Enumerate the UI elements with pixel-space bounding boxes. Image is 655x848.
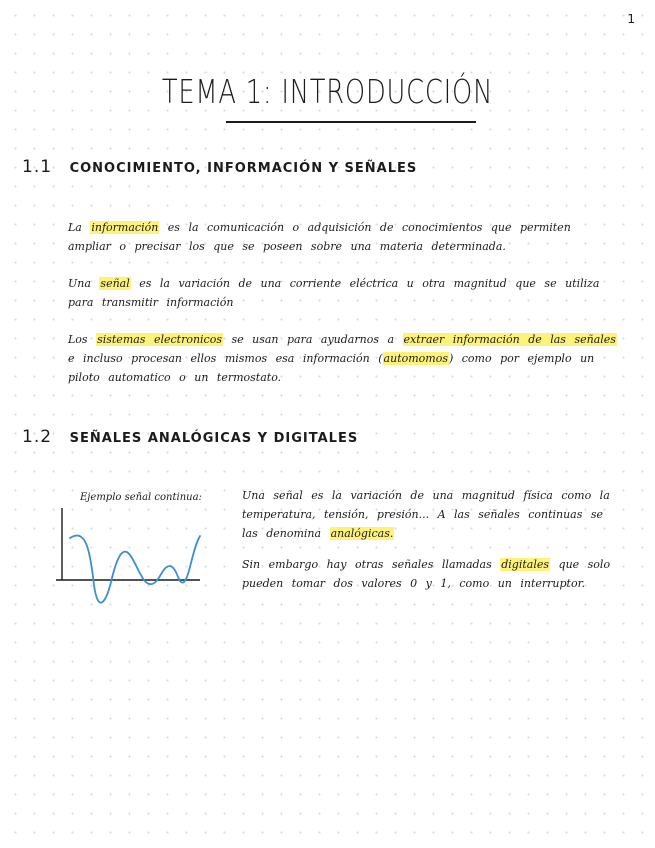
paragraph-text: se usan para ayudarnos a: [222, 333, 403, 346]
section-title: SEÑALES ANALÓGICAS Y DIGITALES: [69, 431, 359, 446]
title-underline: [226, 121, 476, 123]
paragraph-text: La: [68, 221, 91, 234]
paragraph-text: Sin embargo hay otras señales llamadas: [242, 558, 501, 571]
highlighted-term: extraer información de las señales: [403, 333, 616, 346]
paragraph-analogicas: [242, 486, 622, 543]
section-heading-1-2: [22, 427, 358, 447]
highlighted-term: señal: [100, 277, 130, 290]
paragraph-text: que solo pueden tomar dos valores 0 y 1, como un interruptor.: [242, 558, 611, 590]
paragraph-text: e incluso procesan ellos mismos esa información (: [68, 352, 383, 365]
highlighted-term: sistemas electronicos: [97, 333, 222, 346]
paragraph-informacion: [68, 218, 620, 256]
signal-wave: [70, 536, 200, 603]
section-1-2-body: [242, 486, 622, 605]
section-number: 1.1: [22, 157, 53, 177]
continuous-signal-sketch: [50, 500, 215, 620]
paragraph-text: es la comunicación o adquisición de conocimientos que permiten ampliar o precisar los que se poseen sobre una materia determinada.: [68, 221, 571, 253]
section-number: 1.2: [22, 427, 53, 447]
highlighted-term: digitales: [501, 558, 550, 571]
section-heading-1-1: [22, 157, 417, 177]
paragraph-digitales: [242, 555, 622, 593]
paragraph-text: es la variación de una corriente eléctrica u otra magnitud que se utiliza para transmitir información: [68, 277, 600, 309]
paragraph-text: Una: [68, 277, 100, 290]
section-1-1-body: [68, 218, 620, 405]
highlighted-term: analógicas.: [330, 527, 394, 540]
page-number: 1: [627, 12, 635, 26]
axes: [56, 508, 200, 580]
paragraph-sistemas: [68, 330, 620, 387]
paragraph-senal: [68, 274, 620, 312]
paragraph-text: Una señal es la variación de una magnitud física como la temperatura, tensión, presión... A las señales continuas se las denomina: [242, 489, 610, 540]
highlighted-term: información: [91, 221, 159, 234]
paragraph-text: ) como por ejemplo un piloto automatico o un termostato.: [68, 352, 595, 384]
highlighted-term: automomos: [383, 352, 448, 365]
section-title: CONOCIMIENTO, INFORMACIÓN Y SEÑALES: [69, 161, 418, 176]
page-title: TEMA 1: INTRODUCCIÓN: [161, 72, 494, 111]
figure-caption: Ejemplo señal continua:: [80, 492, 202, 503]
paragraph-text: Los: [68, 333, 97, 346]
